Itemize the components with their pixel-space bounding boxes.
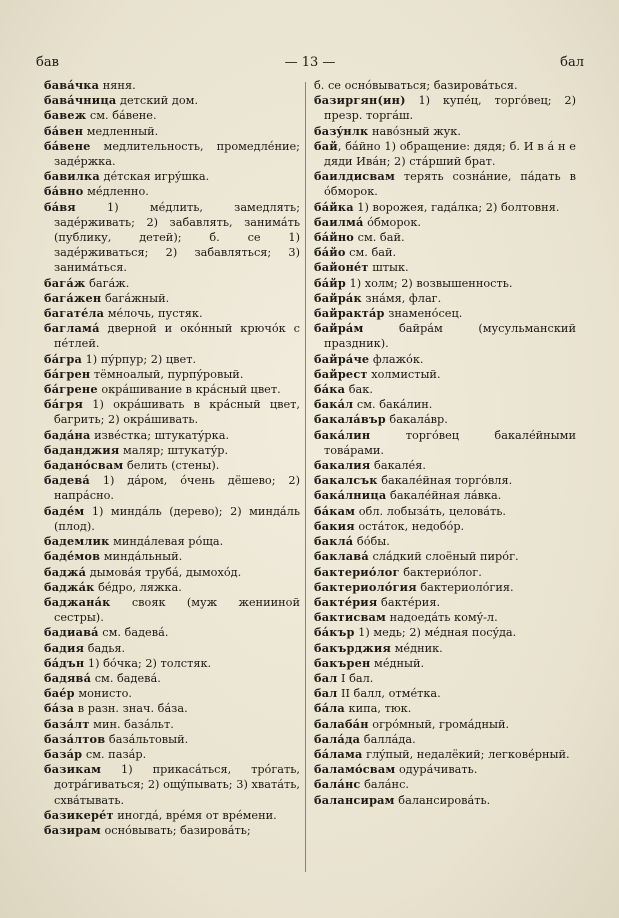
entry-definition: дверной и окóнный крючóк с пéтлей. bbox=[54, 322, 300, 351]
entry-definition: 1) пýрпур; 2) цвет. bbox=[82, 352, 197, 366]
entry-definition: извéстка; штукатýрка. bbox=[90, 428, 230, 442]
dictionary-entry bbox=[44, 93, 300, 108]
dictionary-entry bbox=[44, 428, 300, 443]
dictionary-entry bbox=[44, 641, 300, 656]
entry-headword: баклавá bbox=[314, 549, 369, 564]
entry-definition: остáток, недобóр. bbox=[354, 519, 465, 533]
dictionary-entry bbox=[44, 184, 300, 199]
entry-headword: бактериóлог bbox=[314, 564, 400, 579]
entry-definition: в разн. знач. бáза. bbox=[74, 702, 188, 716]
entry-headword: бакáлница bbox=[314, 488, 387, 503]
entry-headword: бадáна bbox=[44, 427, 91, 442]
entry-definition: окрáшивание в крáсный цвет. bbox=[97, 383, 281, 397]
entry-headword: бáкам bbox=[314, 503, 356, 518]
entry-headword: бáвя bbox=[44, 199, 76, 214]
entry-definition: балáнс. bbox=[360, 778, 409, 792]
entry-headword: бал bbox=[314, 670, 338, 685]
entry-definition: миндáлевая рóща. bbox=[109, 535, 224, 549]
dictionary-entry bbox=[44, 382, 300, 397]
entry-definition: багáжный. bbox=[101, 291, 170, 305]
entry-headword: бадевá bbox=[44, 473, 90, 488]
dictionary-entry bbox=[314, 701, 576, 716]
entry-definition: штык. bbox=[368, 261, 409, 275]
entry-definition: надоедáть комý-л. bbox=[386, 611, 498, 625]
right-column bbox=[314, 78, 576, 808]
entry-definition: 1) бóчка; 2) толстяк. bbox=[84, 656, 212, 670]
entry-headword: байрáм bbox=[314, 321, 364, 336]
entry-headword: байрáче bbox=[314, 351, 370, 366]
entry-definition: байрáм (мусульманский праздник). bbox=[324, 322, 576, 351]
dictionary-entry bbox=[314, 793, 576, 808]
entry-definition: 1) медь; 2) мéдная посýда. bbox=[354, 626, 517, 640]
entry-headword: бавилка bbox=[44, 169, 100, 184]
entry-definition: бадья. bbox=[84, 641, 126, 655]
dictionary-entry bbox=[314, 473, 576, 488]
entry-headword: бáла bbox=[314, 701, 345, 716]
dictionary-entry bbox=[44, 686, 300, 701]
entry-headword: базирам bbox=[44, 822, 101, 837]
entry-definition: 1) дáром, óчень дёшево; 2) напрáсно. bbox=[54, 474, 300, 503]
entry-headword: базáлт bbox=[44, 716, 90, 731]
entry-headword: бáза bbox=[44, 701, 75, 716]
entry-headword: бáйно bbox=[314, 230, 355, 245]
entry-headword: байрактáр bbox=[314, 306, 385, 321]
dictionary-entry bbox=[44, 701, 300, 716]
entry-definition: см. бáвене. bbox=[86, 109, 157, 123]
entry-definition: 1) купéц, торгóвец; 2) презр. торгáш. bbox=[324, 94, 576, 123]
entry-definition: , бáйно 1) обращение: дядя; б. И в á н е дяди Ивáн; 2) стáрший брат. bbox=[324, 139, 576, 169]
entry-definition: бактериóлог. bbox=[399, 565, 482, 579]
dictionary-entry bbox=[314, 93, 576, 123]
entry-definition: флажóк. bbox=[369, 352, 424, 366]
dictionary-entry bbox=[44, 747, 300, 762]
dictionary-entry bbox=[314, 321, 576, 351]
entry-headword: бакия bbox=[314, 518, 355, 533]
entry-definition: одурáчивать. bbox=[395, 763, 478, 777]
entry-definition: свояк (муж женииной сестры). bbox=[54, 595, 300, 625]
entry-definition: мéдный. bbox=[370, 656, 425, 670]
dictionary-entry bbox=[44, 595, 300, 625]
entry-definition: I бал. bbox=[337, 671, 374, 685]
entry-definition: навóзный жук. bbox=[368, 124, 461, 138]
entry-definition: 1) холм; 2) возвышенность. bbox=[345, 276, 513, 290]
dictionary-entry bbox=[44, 321, 300, 351]
dictionary-entry bbox=[314, 595, 576, 610]
dictionary-entry bbox=[44, 352, 300, 367]
entry-headword: бадéм bbox=[44, 503, 85, 518]
entry-headword: баджá bbox=[44, 564, 87, 579]
dictionary-entry bbox=[314, 397, 576, 412]
dictionary-entry bbox=[44, 565, 300, 580]
column-divider bbox=[305, 82, 306, 872]
entry-definition: бéдро, ляжка. bbox=[94, 580, 182, 594]
entry-headword: базáлтов bbox=[44, 731, 106, 746]
dictionary-entry bbox=[314, 732, 576, 747]
dictionary-entry bbox=[314, 412, 576, 427]
entry-headword: бáйр bbox=[314, 275, 346, 290]
dictionary-entry bbox=[44, 732, 300, 747]
entry-headword: баданóсвам bbox=[44, 458, 124, 473]
entry-headword: базáр bbox=[44, 746, 83, 761]
entry-definition: см. бадевá. bbox=[98, 626, 169, 640]
entry-headword: базиргян(ин) bbox=[314, 93, 406, 108]
entry-definition: бóбы. bbox=[353, 535, 390, 549]
entry-headword: байрáк bbox=[314, 290, 362, 305]
entry-definition: мéлочь, пустяк. bbox=[104, 307, 203, 321]
entry-headword: бадия bbox=[44, 640, 85, 655]
entry-headword: баданджия bbox=[44, 442, 120, 457]
entry-definition: терять сознáние, пáдать в óбморок. bbox=[324, 170, 576, 199]
entry-definition: мин. базáльт. bbox=[89, 717, 174, 731]
dictionary-entry bbox=[314, 534, 576, 549]
entry-definition: детский дом. bbox=[116, 94, 199, 108]
dictionary-entry bbox=[314, 686, 576, 701]
dictionary-entry bbox=[44, 139, 300, 169]
entry-definition: 1) миндáль (дерево); 2) миндáль (плод). bbox=[54, 504, 300, 533]
entry-definition: см. пазáр. bbox=[82, 747, 147, 761]
entry-headword: бадемлик bbox=[44, 534, 110, 549]
entry-headword: байрест bbox=[314, 366, 368, 381]
dictionary-entry bbox=[314, 671, 576, 686]
dictionary-entry bbox=[44, 276, 300, 291]
dictionary-entry bbox=[44, 367, 300, 382]
entry-headword: бáвене bbox=[44, 138, 91, 153]
entry-definition: няня. bbox=[99, 79, 136, 92]
entry-headword: бакáл bbox=[314, 397, 354, 412]
dictionary-entry bbox=[314, 565, 576, 580]
entry-definition: б. се оснóвываться; базировáться. bbox=[314, 79, 518, 92]
entry-definition: 1) мéдлить, замедлять; задéрживать; 2) забавлять, занимáть (публику, детей); б. се 1) задéрживаться; 2) забавляться; 3) занимáться. bbox=[54, 200, 300, 275]
entry-definition: обл. лобызáть, целовáть. bbox=[355, 504, 506, 518]
entry-definition: кипа, тюк. bbox=[344, 702, 412, 716]
entry-headword: бавеж bbox=[44, 108, 87, 123]
entry-definition: иногдá, врéмя от врéмени. bbox=[113, 808, 277, 822]
entry-headword: бáгрен bbox=[44, 366, 91, 381]
dictionary-entry bbox=[314, 625, 576, 640]
entry-definition: см. бай. bbox=[354, 231, 405, 245]
dictionary-entry bbox=[44, 306, 300, 321]
dictionary-entry bbox=[314, 306, 576, 321]
entry-definition: базáльтовый. bbox=[105, 732, 189, 746]
dictionary-entry bbox=[314, 519, 576, 534]
entry-headword: бактисвам bbox=[314, 610, 387, 625]
entry-headword: бакáлин bbox=[314, 427, 371, 442]
entry-headword: баламóсвам bbox=[314, 762, 396, 777]
entry-definition: 1) прикасáться, трóгать, дотрáгиваться; 2) ощýпывать; 3) хватáть, схвáтывать. bbox=[54, 763, 300, 807]
dictionary-entry bbox=[44, 823, 300, 838]
dictionary-entry bbox=[44, 504, 300, 534]
page-number: — 13 — bbox=[284, 55, 336, 70]
entry-definition: мéдленно. bbox=[83, 185, 149, 199]
left-column bbox=[44, 78, 300, 838]
entry-headword: бáлама bbox=[314, 746, 363, 761]
dictionary-entry bbox=[314, 260, 576, 275]
entry-headword: балабáн bbox=[314, 716, 369, 731]
dictionary-entry bbox=[314, 169, 576, 199]
entry-headword: базýнлк bbox=[314, 123, 369, 138]
entry-definition: 1) окрáшивать в крáсный цвет, багрить; 2) окрáшивать. bbox=[54, 398, 300, 427]
dictionary-entry bbox=[314, 352, 576, 367]
dictionary-entry bbox=[314, 656, 576, 671]
dictionary-entry bbox=[314, 382, 576, 397]
entry-headword: багáжен bbox=[44, 290, 102, 305]
entry-definition: медлительность, промедлéние; задéржка. bbox=[54, 139, 300, 169]
entry-definition: багáж. bbox=[85, 276, 130, 290]
entry-headword: баджанáк bbox=[44, 594, 111, 609]
entry-headword: бавáчница bbox=[44, 93, 117, 108]
entry-headword: бáгрене bbox=[44, 382, 98, 397]
entry-headword: бáгра bbox=[44, 351, 82, 366]
entry-definition: монисто. bbox=[74, 687, 132, 701]
dictionary-entry bbox=[314, 367, 576, 382]
dictionary-entry bbox=[314, 504, 576, 519]
entry-headword: баджáк bbox=[44, 579, 95, 594]
entry-headword: бакалия bbox=[314, 458, 371, 473]
dictionary-entry bbox=[314, 458, 576, 473]
entry-headword: багáж bbox=[44, 275, 86, 290]
entry-definition: см. бадевá. bbox=[91, 671, 161, 685]
entry-headword: бáйка bbox=[314, 199, 354, 214]
entry-definition: см. бакáлин. bbox=[353, 398, 433, 412]
entry-definition: бакалéйная торгóвля. bbox=[377, 474, 513, 488]
dictionary-entry bbox=[314, 215, 576, 230]
entry-definition: знáмя, флаг. bbox=[361, 291, 442, 305]
entry-headword: бадéмов bbox=[44, 549, 101, 564]
dictionary-entry bbox=[314, 641, 576, 656]
page-header bbox=[36, 55, 584, 75]
entry-headword: бáдън bbox=[44, 655, 85, 670]
dictionary-entry bbox=[314, 276, 576, 291]
dictionary-entry bbox=[44, 717, 300, 732]
dictionary-entry bbox=[44, 808, 300, 823]
entry-definition: II балл, отмéтка. bbox=[337, 687, 441, 701]
entry-headword: бактериолóгия bbox=[314, 579, 417, 594]
dictionary-entry bbox=[314, 762, 576, 777]
entry-headword: байонéт bbox=[314, 260, 369, 275]
entry-definition: слáдкий слоёный пирóг. bbox=[368, 550, 519, 564]
entry-headword: бакалсък bbox=[314, 473, 378, 488]
dictionary-entry bbox=[314, 428, 576, 458]
dictionary-entry bbox=[44, 762, 300, 808]
entry-headword: баéр bbox=[44, 686, 75, 701]
dictionary-entry bbox=[44, 108, 300, 123]
entry-headword: баклá bbox=[314, 534, 354, 549]
entry-definition: медленный. bbox=[83, 124, 159, 138]
entry-definition: знаменóсец. bbox=[384, 307, 463, 321]
dictionary-entry bbox=[314, 717, 576, 732]
dictionary-entry bbox=[44, 671, 300, 686]
entry-headword: бáйо bbox=[314, 245, 346, 260]
entry-definition: дéтская игрýшка. bbox=[99, 170, 210, 184]
dictionary-entry bbox=[314, 245, 576, 260]
entry-definition: óбморок. bbox=[363, 215, 422, 229]
dictionary-entry bbox=[44, 534, 300, 549]
entry-headword: балáда bbox=[314, 731, 361, 746]
entry-headword: баилмá bbox=[314, 214, 364, 229]
entry-headword: бал bbox=[314, 686, 338, 701]
entry-definition: бакалéя. bbox=[370, 459, 426, 473]
entry-headword: базикерéт bbox=[44, 807, 114, 822]
entry-headword: балáнс bbox=[314, 777, 361, 792]
entry-definition: оснóвывать; базировáть; bbox=[100, 823, 251, 837]
entry-definition: торгóвец бакалéйными товáрами. bbox=[324, 428, 576, 457]
entry-headword: бакърен bbox=[314, 655, 371, 670]
entry-definition: белить (стены). bbox=[123, 459, 220, 473]
dictionary-entry bbox=[314, 291, 576, 306]
dictionary-entry bbox=[314, 200, 576, 215]
dictionary-entry bbox=[44, 169, 300, 184]
entry-definition: холмистый. bbox=[367, 367, 441, 381]
dictionary-entry bbox=[314, 488, 576, 503]
dictionary-entry bbox=[44, 124, 300, 139]
header-left-guide: бав bbox=[36, 55, 59, 70]
dictionary-entry bbox=[314, 124, 576, 139]
entry-headword: бавáчка bbox=[44, 78, 100, 92]
entry-headword: бакалáвър bbox=[314, 412, 386, 427]
entry-definition: балансировáть. bbox=[394, 793, 491, 807]
dictionary-entry bbox=[314, 549, 576, 564]
entry-headword: бактéрия bbox=[314, 594, 378, 609]
entry-headword: бай bbox=[314, 138, 338, 153]
entry-headword: бáгря bbox=[44, 397, 84, 412]
dictionary-entry bbox=[314, 78, 576, 93]
dictionary-entry bbox=[44, 397, 300, 427]
dictionary-entry bbox=[44, 625, 300, 640]
entry-definition: баллáда. bbox=[360, 732, 416, 746]
entry-headword: бáвно bbox=[44, 184, 84, 199]
dictionary-entry bbox=[44, 549, 300, 564]
entry-headword: бадявá bbox=[44, 670, 92, 685]
dictionary-entry bbox=[44, 458, 300, 473]
entry-headword: бáвен bbox=[44, 123, 84, 138]
entry-definition: бакалéйная лáвка. bbox=[386, 489, 502, 503]
entry-definition: бактéрия. bbox=[377, 595, 441, 609]
entry-definition: огрóмный, громáдный. bbox=[368, 717, 510, 731]
dictionary-entry bbox=[44, 473, 300, 503]
header-right-guide: бал bbox=[560, 55, 584, 70]
dictionary-entry bbox=[44, 443, 300, 458]
dictionary-entry bbox=[314, 610, 576, 625]
dictionary-entry bbox=[44, 656, 300, 671]
entry-headword: бакърджия bbox=[314, 640, 392, 655]
dictionary-entry bbox=[44, 78, 300, 93]
entry-definition: бактериолóгия. bbox=[416, 580, 514, 594]
entry-headword: бáка bbox=[314, 382, 346, 397]
entry-definition: миндáльный. bbox=[100, 550, 183, 564]
entry-headword: бадиавá bbox=[44, 625, 99, 640]
dictionary-entry bbox=[44, 200, 300, 276]
dictionary-entry bbox=[314, 747, 576, 762]
entry-definition: маляр; штукатýр. bbox=[119, 443, 229, 457]
entry-definition: мéдник. bbox=[391, 641, 443, 655]
dictionary-entry bbox=[44, 580, 300, 595]
entry-definition: тёмноалый, пурпýровый. bbox=[90, 367, 244, 381]
entry-headword: базикам bbox=[44, 762, 102, 777]
dictionary-entry bbox=[314, 777, 576, 792]
entry-definition: дымовáя трубá, дымохóд. bbox=[86, 565, 242, 579]
dictionary-entry bbox=[44, 291, 300, 306]
entry-headword: багламá bbox=[44, 321, 100, 336]
entry-headword: бáкър bbox=[314, 625, 355, 640]
dictionary-entry bbox=[314, 230, 576, 245]
entry-definition: см. бай. bbox=[345, 246, 397, 260]
entry-definition: глýпый, недалёкий; легковéрный. bbox=[362, 747, 570, 761]
entry-definition: 1) ворожея, гадáлка; 2) болтовня. bbox=[353, 200, 560, 214]
entry-headword: балансирам bbox=[314, 792, 395, 807]
entry-headword: баилдисвам bbox=[314, 169, 395, 184]
entry-definition: бакалáвр. bbox=[385, 413, 448, 427]
dictionary-entry bbox=[314, 139, 576, 169]
entry-headword: багатéла bbox=[44, 306, 105, 321]
dictionary-entry bbox=[314, 580, 576, 595]
entry-definition: бак. bbox=[345, 383, 373, 397]
